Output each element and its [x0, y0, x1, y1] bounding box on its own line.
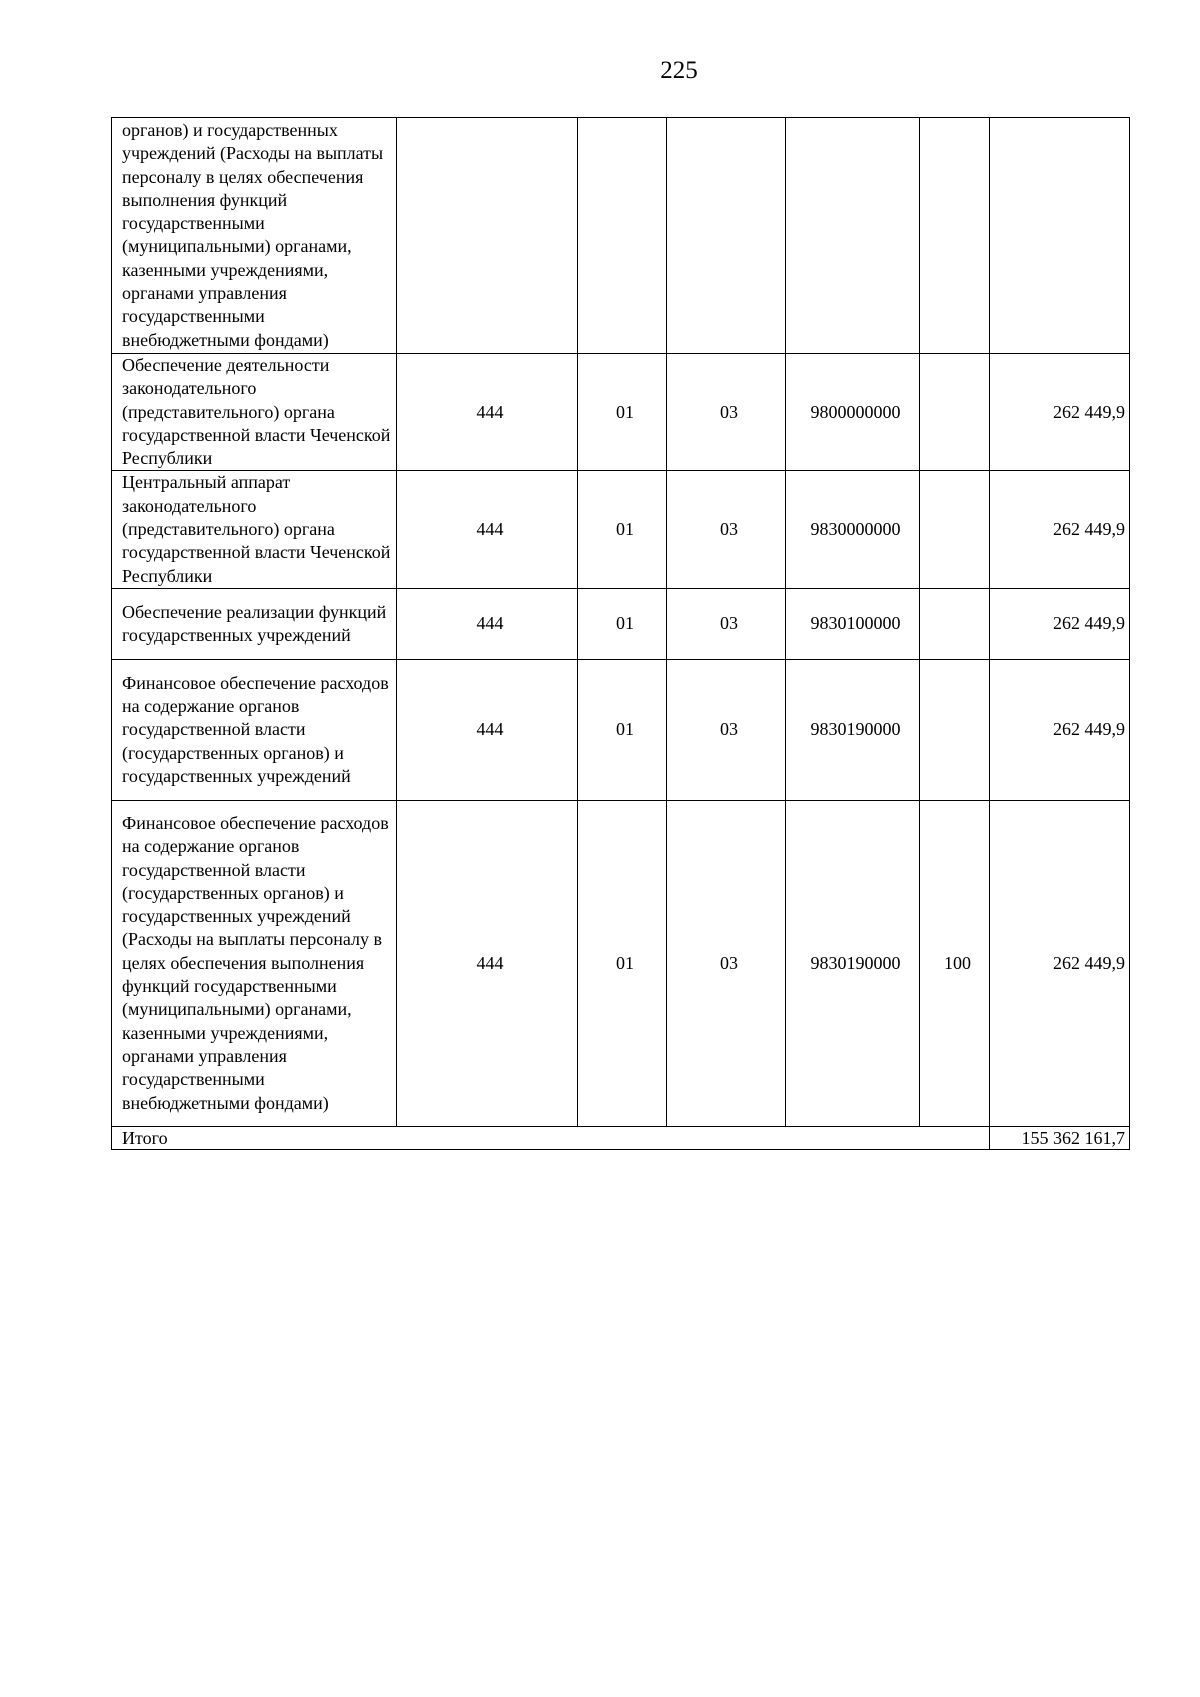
row-csr: 9830000000 — [786, 471, 920, 588]
row-ved: 444 — [397, 471, 578, 588]
row-sum: 262 449,9 — [990, 353, 1130, 470]
row-csr: 9830190000 — [786, 659, 920, 800]
row-name: Финансовое обеспечение расходов на содержание органов государственной власти (государственных органов) и государственных учреждений (Расходы на выплаты персоналу в целях обеспечения выполнения функций государственными (муниципальными) органами, казенными учреждениями, органами управления государственными внебюджетными фондами) — [112, 800, 397, 1126]
table-row — [112, 353, 1130, 470]
total-sum: 155 362 161,7 — [990, 1126, 1130, 1149]
row-ved — [397, 118, 578, 354]
row-ved: 444 — [397, 800, 578, 1126]
row-csr: 9830100000 — [786, 588, 920, 659]
row-csr: 9800000000 — [786, 353, 920, 470]
row-pr: 03 — [667, 800, 786, 1126]
row-name: органов) и государственных учреждений (Расходы на выплаты персоналу в целях обеспечения выполнения функций государственными (муниципальными) органами, казенными учреждениями, органами управления государственными внебюджетными фондами) — [112, 118, 397, 354]
row-pr: 03 — [667, 471, 786, 588]
row-vr — [920, 588, 990, 659]
total-row — [112, 1126, 1130, 1149]
row-sum — [990, 118, 1130, 354]
table-row — [112, 471, 1130, 588]
row-name: Обеспечение реализации функций государственных учреждений — [112, 588, 397, 659]
row-csr — [786, 118, 920, 354]
budget-table — [111, 117, 1130, 1150]
row-csr: 9830190000 — [786, 800, 920, 1126]
table-row — [112, 659, 1130, 800]
row-vr: 100 — [920, 800, 990, 1126]
row-rz: 01 — [578, 471, 667, 588]
row-rz: 01 — [578, 659, 667, 800]
total-label: Итого — [112, 1126, 990, 1149]
row-pr: 03 — [667, 353, 786, 470]
row-sum: 262 449,9 — [990, 800, 1130, 1126]
row-sum: 262 449,9 — [990, 659, 1130, 800]
row-rz: 01 — [578, 588, 667, 659]
table-row — [112, 800, 1130, 1126]
row-name: Центральный аппарат законодательного (представительного) органа государственной власти Чеченской Республики — [112, 471, 397, 588]
row-sum: 262 449,9 — [990, 588, 1130, 659]
row-pr: 03 — [667, 588, 786, 659]
table-row — [112, 588, 1130, 659]
row-pr: 03 — [667, 659, 786, 800]
row-name: Финансовое обеспечение расходов на содержание органов государственной власти (государственных органов) и государственных учреждений — [112, 659, 397, 800]
row-name: Обеспечение деятельности законодательного (представительного) органа государственной власти Чеченской Республики — [112, 353, 397, 470]
row-ved: 444 — [397, 353, 578, 470]
row-sum: 262 449,9 — [990, 471, 1130, 588]
row-rz — [578, 118, 667, 354]
row-ved: 444 — [397, 588, 578, 659]
row-rz: 01 — [578, 353, 667, 470]
row-ved: 444 — [397, 659, 578, 800]
row-vr — [920, 659, 990, 800]
row-vr — [920, 471, 990, 588]
row-rz: 01 — [578, 800, 667, 1126]
page-number: 225 — [660, 57, 698, 84]
row-pr — [667, 118, 786, 354]
table-row — [112, 118, 1130, 354]
row-vr — [920, 118, 990, 354]
row-vr — [920, 353, 990, 470]
